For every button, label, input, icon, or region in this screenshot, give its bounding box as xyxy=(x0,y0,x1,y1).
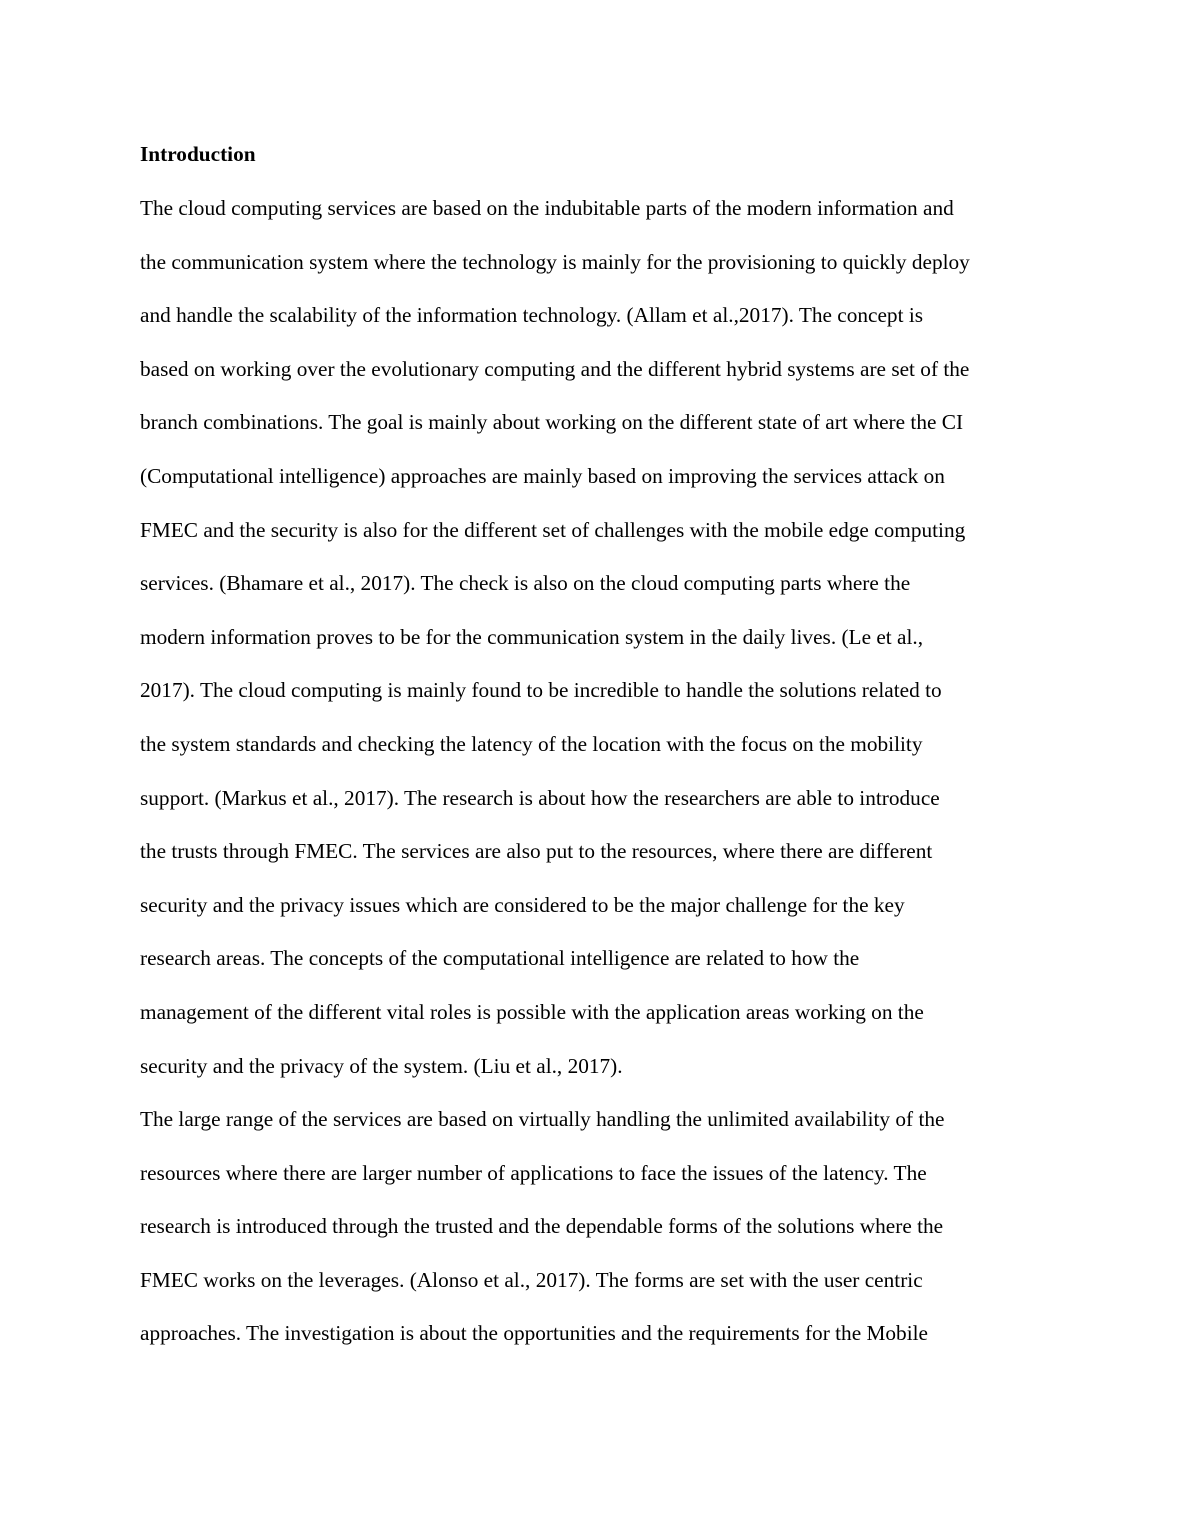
text-line: FMEC and the security is also for the different set of challenges with the mobile edge computing xyxy=(140,517,966,542)
text-line: services. (Bhamare et al., 2017). The check is also on the cloud computing parts where the xyxy=(140,571,911,596)
text-line: security and the privacy of the system. (Liu et al., 2017). xyxy=(140,1053,623,1078)
paragraph-2 xyxy=(140,1103,1060,1371)
text-line: security and the privacy issues which are considered to be the major challenge for the key xyxy=(140,892,905,917)
text-line: 2017). The cloud computing is mainly found to be incredible to handle the solutions related to xyxy=(140,678,942,703)
text-line: management of the different vital roles is possible with the application areas working on the xyxy=(140,999,924,1024)
paragraph-1 xyxy=(140,192,1060,1103)
text-line: the trusts through FMEC. The services are also put to the resources, where there are different xyxy=(140,839,933,864)
document-body xyxy=(140,138,1060,1371)
text-line: The large range of the services are based on virtually handling the unlimited availability of the xyxy=(140,1107,945,1132)
text-line: The cloud computing services are based on the indubitable parts of the modern information and xyxy=(140,196,954,220)
text-line: the communication system where the technology is mainly for the provisioning to quickly deploy xyxy=(140,249,970,274)
text-line: resources where there are larger number of applications to face the issues of the latency. The xyxy=(140,1160,927,1185)
text-line: research is introduced through the trusted and the dependable forms of the solutions where the xyxy=(140,1214,944,1239)
text-line: FMEC works on the leverages. (Alonso et al., 2017). The forms are set with the user centric xyxy=(140,1267,923,1292)
text-line: based on working over the evolutionary computing and the different hybrid systems are set of the xyxy=(140,356,970,381)
text-line: and handle the scalability of the information technology. (Allam et al.,2017). The concept is xyxy=(140,303,924,328)
text-line: approaches. The investigation is about the opportunities and the requirements for the Mobile xyxy=(140,1321,928,1346)
text-line: support. (Markus et al., 2017). The research is about how the researchers are able to introduce xyxy=(140,785,940,810)
text-line: research areas. The concepts of the computational intelligence are related to how the xyxy=(140,946,860,971)
text-line: branch combinations. The goal is mainly about working on the different state of art where the CI xyxy=(140,410,964,435)
text-line: the system standards and checking the latency of the location with the focus on the mobility xyxy=(140,731,923,756)
text-line: (Computational intelligence) approaches are mainly based on improving the services attack on xyxy=(140,463,945,488)
section-heading: Introduction xyxy=(140,142,256,166)
text-line: modern information proves to be for the communication system in the daily lives. (Le et al., xyxy=(140,624,924,649)
